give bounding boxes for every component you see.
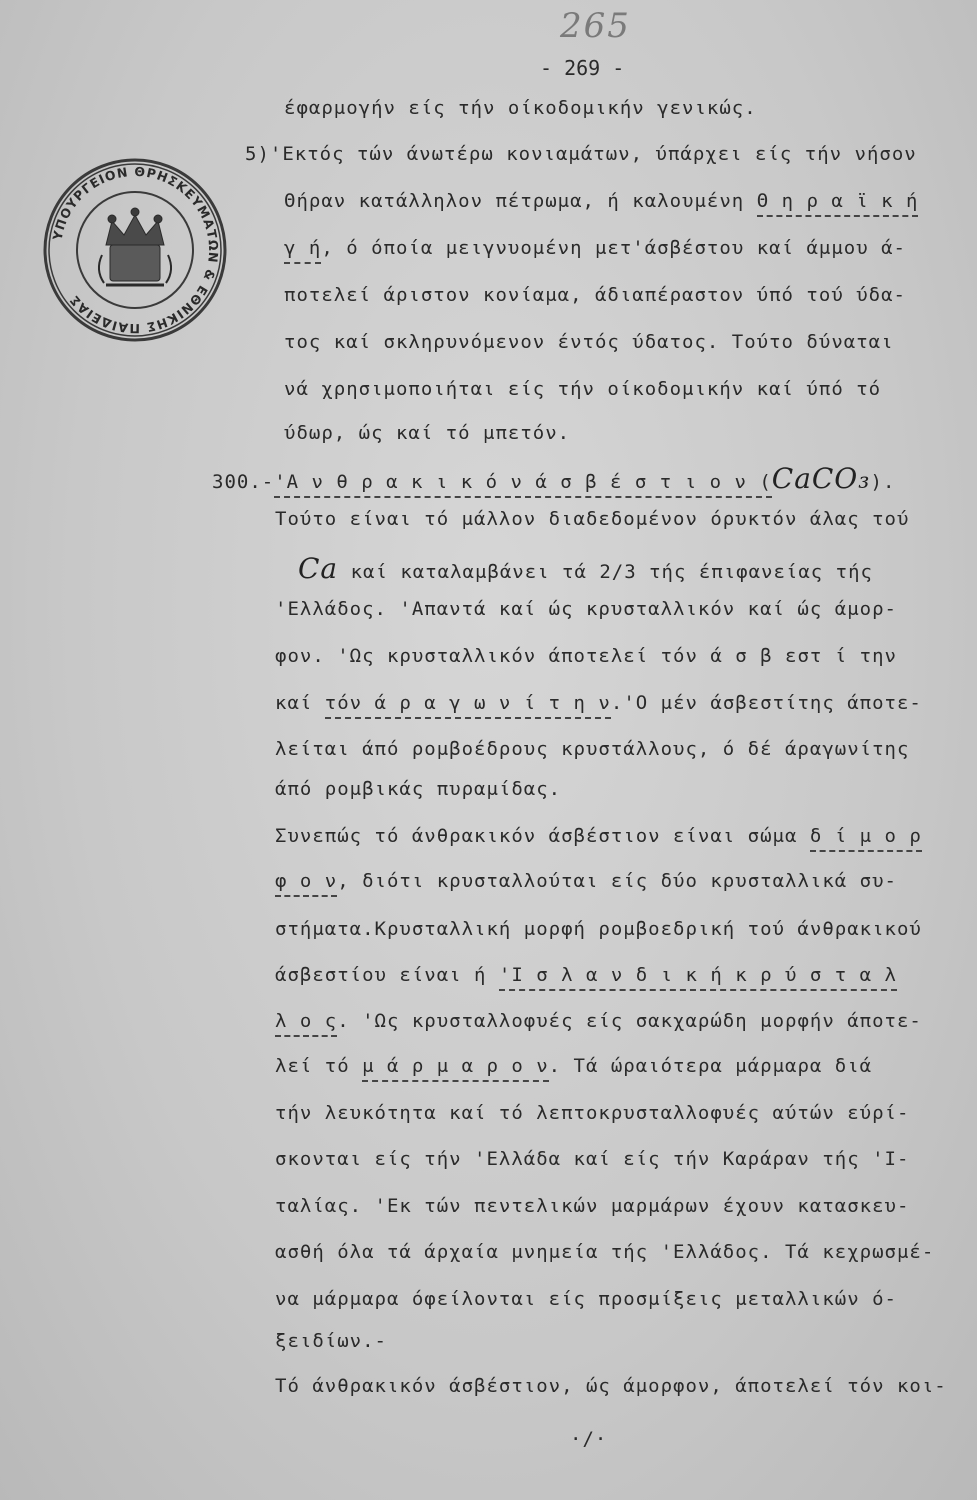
text-line: καί τόν ά ρ α γ ω ν ί τ η ν.'Ο μέν άσβεστίτης άποτε- — [275, 692, 922, 714]
text-line: τος καί σκληρυνόμενον έντός ύδατος. Τούτο δύναται — [284, 331, 894, 353]
emphasized-term: τόν ά ρ α γ ω ν ί τ η ν — [325, 692, 611, 719]
text-line: 'Ελλάδος. 'Απαντά καί ώς κρυσταλλικόν καί ώς άμορ- — [275, 598, 897, 620]
official-stamp — [40, 155, 230, 345]
emphasized-term: δ ί μ ο ρ — [810, 825, 922, 852]
text-line: ταλίας. 'Εκ τών πεντελικών μαρμάρων έχουν κατασκευ- — [275, 1195, 910, 1217]
text-line: γ ή, ό όποία μειγνυομένη μετ'άσβέστου καί άμμου ά- — [284, 237, 906, 259]
section-number: 300.- — [212, 471, 275, 493]
pencil-page-number: 265 — [560, 6, 631, 46]
emphasized-term: 'Ι σ λ α ν δ ι κ ή κ ρ ύ σ τ α λ — [499, 964, 897, 991]
text-line: ασθή όλα τά άρχαία μνημεία τής 'Ελλάδος. Τά κεχρωσμέ- — [275, 1241, 935, 1263]
text-line: Συνεπώς τό άνθρακικόν άσβέστιον είναι σώμα δ ί μ ο ρ — [275, 825, 922, 847]
emphasized-term: τόν ά σ β εστ ί την — [660, 645, 897, 667]
emphasized-term: Θ η ρ α ϊ κ ή — [757, 190, 919, 217]
text-line: 5)'Εκτός τών άνωτέρω κονιαμάτων, ύπάρχει είς τήν νήσον — [245, 143, 917, 165]
text-line: λ ο ς. 'Ως κρυσταλλοφυές είς σακχαρώδη μορφήν άποτε- — [275, 1010, 922, 1032]
emphasized-term: μ ά ρ μ α ρ ο ν — [362, 1055, 549, 1082]
text-line: ποτελεί άριστον κονίαμα, άδιαπέραστον ύπό τού ύδα- — [284, 284, 906, 306]
text-line: Ca καί καταλαμβάνει τά 2/3 τής έπιφανείας τής — [298, 552, 874, 585]
item-number: 5) — [245, 143, 270, 165]
text-line: να μάρμαρα όφείλονται είς προσμίξεις μεταλλικών ό- — [275, 1288, 897, 1310]
emphasized-term: λ ο ς — [275, 1010, 337, 1037]
text-line: τήν λευκότητα καί τό λεπτοκρυσταλλοφυές αύτών εύρί- — [275, 1102, 910, 1124]
page-number: - 269 - — [540, 56, 625, 80]
chemical-formula: CaCO₃ — [771, 462, 871, 495]
chemical-formula: Ca — [298, 552, 339, 585]
text-line: έφαρμογήν είς τήν οίκοδομικήν γενικώς. — [284, 97, 757, 119]
text-line: φον. 'Ως κρυσταλλικόν άποτελεί τόν ά σ β εστ ί την — [275, 645, 897, 667]
text-line: νά χρησιμοποιήται είς τήν οίκοδομικήν καί ύπό τό — [284, 378, 882, 400]
text-line: Θήραν κατάλληλον πέτρωμα, ή καλουμένη Θ η ρ α ϊ κ ή — [284, 190, 918, 212]
text-line: Τούτο είναι τό μάλλον διαδεδομένον όρυκτόν άλας τού — [275, 508, 910, 530]
text-line: άπό ρομβικάς πυραμίδας. — [275, 778, 562, 800]
section-title: 'Α ν θ ρ α κ ι κ ό ν ά σ β έ σ τ ι ο ν ( — [274, 471, 772, 498]
emphasized-term: φ ο ν — [275, 870, 337, 897]
text-line: στήματα.Κρυσταλλική μορφή ρομβοεδρική τού άνθρακικού — [275, 918, 922, 940]
text-line: λεί τό μ ά ρ μ α ρ ο ν. Τά ώραιότερα μάρμαρα διά — [275, 1055, 872, 1077]
continuation-mark: ·/· — [570, 1428, 608, 1450]
text-line: Τό άνθρακικόν άσβέστιον, ώς άμορφον, άποτελεί τόν κοι- — [275, 1375, 947, 1397]
text-line: άσβεστίου είναι ή 'Ι σ λ α ν δ ι κ ή κ ρ ύ σ τ α λ — [275, 964, 897, 986]
section-heading: 300.-'Α ν θ ρ α κ ι κ ό ν ά σ β έ σ τ ι ο ν (CaCO₃). — [212, 462, 895, 495]
text-line: ύδωρ, ώς καί τό μπετόν. — [284, 422, 571, 444]
text-line: λείται άπό ρομβοέδρους κρυστάλλους, ό δέ άραγωνίτης — [275, 738, 910, 760]
stamp-text: ΥΠΟΥΡΓΕΙΟΝ ΘΡΗΣΚΕΥΜΑΤΩΝ & ΕΘΝΙΚΗΣ ΠΑΙΔΕΙΑΣ — [49, 163, 222, 337]
text-line: φ ο ν, διότι κρυσταλλούται είς δύο κρυσταλλικά συ- — [275, 870, 897, 892]
text-line: ξειδίων.- — [275, 1330, 387, 1352]
text-line: σκονται είς τήν 'Ελλάδα καί είς τήν Καράραν τής 'Ι- — [275, 1148, 910, 1170]
emphasized-term: γ ή — [284, 237, 321, 264]
